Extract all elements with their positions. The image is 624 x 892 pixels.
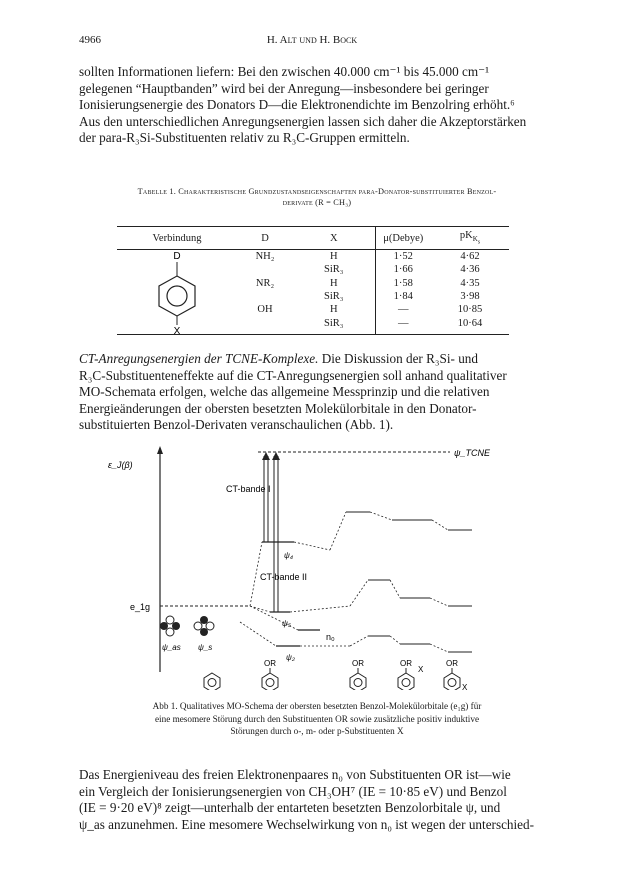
orbital-psi-as-icon — [160, 616, 180, 636]
col-header-d: D — [237, 227, 293, 250]
properties-table — [117, 226, 509, 335]
psi-2-label: ψ₂ — [286, 653, 295, 662]
text-line: Aus den unterschiedlichen Anregungsenergien lassen sich daher die Akzeptorstärken — [79, 113, 527, 129]
cell-d — [237, 263, 293, 276]
cell-x: SiR₃ — [324, 317, 344, 329]
n0-label: n₀ — [326, 632, 335, 642]
paragraph-energy — [79, 767, 555, 833]
paragraph-intro — [79, 64, 555, 147]
paragraph-ct — [79, 351, 555, 434]
benzene-structure — [117, 250, 237, 335]
col-header-x: X — [293, 227, 375, 250]
text-line: Das Energieniveau des freien Elektronenpaares n₀ von Substituenten OR ist—wie — [79, 767, 511, 782]
cell-mu: 1·58 — [375, 277, 431, 290]
y-axis-label: ε_J(β) — [108, 460, 133, 470]
e1g-label: e_1g — [130, 602, 151, 612]
cell-x: SiR₃ — [324, 264, 344, 276]
text-line: ein Vergleich der Ionisierungsenergien von CH₃OH⁷ (IE = 10·85 eV) und Benzol — [79, 783, 507, 799]
page-number: 4966 — [79, 34, 101, 46]
cell-x: SiR₃ — [324, 291, 344, 303]
cell-mu: — — [375, 317, 431, 335]
benzene-ring-icon — [117, 250, 237, 334]
table-row — [117, 250, 509, 264]
cell-pk: 4·36 — [460, 264, 480, 276]
structure-label-d: D — [173, 251, 181, 262]
substituent-x-label: X — [418, 665, 424, 674]
para-substituted-icon — [350, 668, 366, 690]
meta-substituted-icon — [398, 668, 414, 690]
mo-diagram — [100, 440, 540, 690]
benzene-icon — [204, 673, 220, 690]
col-header-mu: μ(Debye) — [375, 227, 431, 250]
substituent-x-label: X — [462, 683, 468, 690]
running-header-authors: H. Alt und H. Bock — [266, 34, 358, 46]
substituent-or-label: OR — [352, 659, 364, 668]
psi-as-label: ψ_as — [162, 643, 181, 652]
cell-x: H — [329, 304, 338, 316]
col-header-compound: Verbindung — [117, 227, 237, 250]
cell-mu: 1·84 — [375, 290, 431, 303]
table-header-row — [117, 227, 509, 250]
text-line: MO-Schemata erfolgen, welche das allgemeine Messprinzip und die relativen — [79, 384, 490, 399]
cell-pk: 10·64 — [457, 317, 483, 329]
col-header-pk: $pK_{K_s}$ — [431, 227, 509, 250]
cell-pk: 4·35 — [460, 277, 480, 289]
substituent-or-label: OR — [400, 659, 412, 668]
text-line: ψ_as anzunehmen. Eine mesomere Wechselwirkung von n₀ ist wegen der unterschied- — [79, 816, 535, 832]
psi-4-label: ψ₄ — [284, 551, 294, 560]
text-line: Ionisierungsenergie des Donators D—die Elektronendichte im Benzolring erhöht.⁶ — [79, 97, 515, 112]
cell-mu: — — [375, 303, 431, 316]
text-line: gelegenen “Hauptbanden” wird bei der Anregung—insbesondere bei geringer — [79, 80, 489, 96]
cell-d: NR₂ — [255, 277, 275, 289]
cell-d: NH₂ — [255, 251, 275, 263]
caption-line: eine mesomere Störung durch den Substituenten OR sowie zusätzliche positiv induktive — [154, 713, 480, 724]
table-title — [79, 186, 555, 208]
section-heading: CT-Anregungsenergien der TCNE-Komplexe. — [79, 351, 319, 366]
cell-mu: 1·52 — [375, 250, 431, 264]
substituent-or-label: OR — [264, 659, 276, 668]
cell-x: H — [329, 251, 338, 263]
psi-tcne-label: ψ_TCNE — [454, 448, 491, 458]
cell-pk: 10·85 — [457, 304, 483, 316]
caption-line: Abb 1. Qualitatives MO-Schema der obersten besetzten Benzol-Molekülorbitale (e₁g) für — [152, 701, 482, 711]
cell-x: H — [329, 277, 338, 289]
cell-mu: 1·66 — [375, 263, 431, 276]
text-line: substituierten Benzol-Derivaten veranschaulichen (Abb. 1). — [79, 417, 394, 432]
text-line: (IE = 9·20 eV)⁸ zeigt—unterhalb der entarteten besetzten Benzolorbitale ψ, und — [79, 800, 501, 815]
ortho-substituted-icon — [444, 668, 460, 690]
table-title-line: Tabelle 1. Charakteristische Grundzustandseigenschaften para-Donator-substituierter Benzol- — [137, 187, 497, 196]
cell-pk: 4·62 — [460, 251, 480, 263]
anisole-icon — [262, 668, 278, 690]
cell-pk: 3·98 — [460, 291, 480, 303]
text-line: der para-R₃Si-Substituenten relativ zu R₃C-Gruppen ermitteln. — [79, 130, 410, 145]
psi-s-label: ψ_s — [198, 643, 213, 652]
text-line: R₃C-Substituenteneffekte auf die CT-Anregungsenergien soll anhand qualitativer — [79, 367, 507, 383]
cell-d: OH — [257, 304, 273, 316]
text-line: Die Diskussion der R₃Si- und — [321, 351, 478, 366]
text-line: Energieänderungen der obersten besetzten Molekülorbitale in den Donator- — [79, 400, 477, 416]
figure-caption — [79, 700, 555, 738]
orbital-psi-s-icon — [194, 616, 214, 636]
ct-band-1-label: CT-bande I — [226, 484, 271, 494]
cell-d — [237, 290, 293, 303]
structure-label-x: X — [173, 326, 181, 334]
table-title-line: derivate (R = CH₃) — [282, 198, 352, 207]
caption-line: Störungen durch o-, m- oder p-Substituenten X — [230, 726, 404, 736]
text-line: sollten Informationen liefern: Bei den zwischen 40.000 cm⁻¹ bis 45.000 cm⁻¹ — [79, 64, 490, 79]
substituent-or-label: OR — [446, 659, 458, 668]
psi-5-label: ψ₅ — [282, 619, 292, 628]
cell-d — [237, 317, 293, 335]
ct-band-2-label: CT-bande II — [260, 572, 308, 582]
